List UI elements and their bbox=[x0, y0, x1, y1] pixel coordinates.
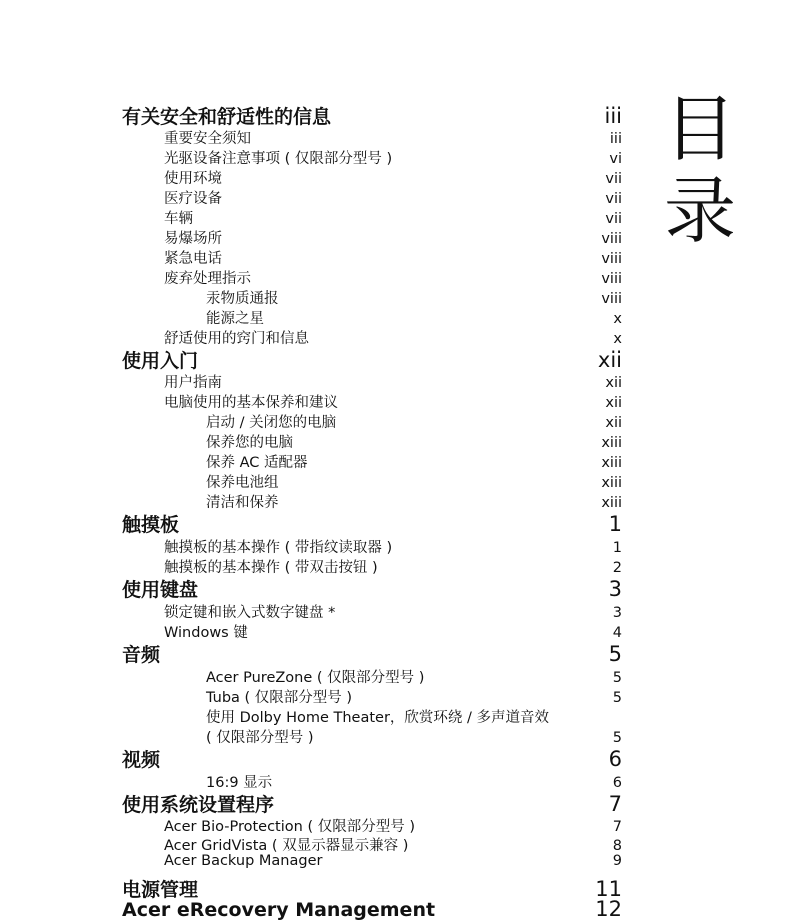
toc-entry[interactable] bbox=[206, 666, 622, 687]
toc-entry-page: vii bbox=[605, 191, 622, 207]
toc-entry-page: 1 bbox=[612, 540, 622, 556]
toc-entry-label: 紧急电话 bbox=[164, 251, 222, 267]
toc-entry-page: xiii bbox=[601, 455, 622, 471]
toc-entry-page: vii bbox=[605, 171, 622, 187]
toc-entry-page: 12 bbox=[595, 897, 622, 921]
toc-entry-label: 用户指南 bbox=[164, 375, 222, 391]
toc-entry-page: xiii bbox=[601, 495, 622, 511]
toc-entry-label: 音频 bbox=[122, 644, 161, 666]
toc-entry[interactable] bbox=[164, 187, 622, 208]
toc-entry-page: viii bbox=[601, 271, 622, 287]
toc-entry[interactable] bbox=[122, 346, 622, 373]
toc-entry[interactable] bbox=[206, 686, 622, 707]
toc-entry[interactable] bbox=[164, 815, 622, 836]
toc-entry-label: 16:9 显示 bbox=[206, 775, 273, 791]
toc-entry-page: 8 bbox=[612, 838, 622, 854]
toc-entry-label: 电脑使用的基本保养和建议 bbox=[164, 395, 338, 411]
toc-entry-label: 重要安全须知 bbox=[164, 131, 251, 147]
toc-entry-label: Acer eRecovery Management bbox=[122, 899, 436, 921]
toc-entry-page: iii bbox=[604, 104, 622, 128]
toc-entry-page: xii bbox=[605, 395, 622, 411]
toc-entry-label: ( 仅限部分型号 ) bbox=[206, 730, 314, 746]
toc-entry[interactable] bbox=[206, 411, 622, 432]
toc-entry-page: vii bbox=[605, 211, 622, 227]
toc-entry-label: 电源管理 bbox=[122, 879, 199, 901]
toc-entry[interactable] bbox=[206, 706, 622, 727]
toc-entry-label: Acer GridVista ( 双显示器显示兼容 ) bbox=[164, 838, 409, 854]
toc-entry-page: xii bbox=[605, 375, 622, 391]
toc-entry-label: 保养电池组 bbox=[206, 475, 279, 491]
toc-title-char-2: 录 bbox=[664, 169, 737, 253]
toc-entry-page: 4 bbox=[612, 625, 622, 641]
toc-entry[interactable] bbox=[122, 640, 622, 667]
toc-entry[interactable] bbox=[164, 601, 622, 622]
toc-entry[interactable] bbox=[122, 745, 622, 772]
toc-entry-label: 保养 AC 适配器 bbox=[206, 455, 308, 471]
toc-entry-label: 使用 Dolby Home Theater，欣赏环绕 / 多声道音效 bbox=[206, 710, 550, 726]
toc-title-char-1: 目 bbox=[664, 87, 737, 171]
toc-entry-label: 汞物质通报 bbox=[206, 291, 279, 307]
toc-entry[interactable] bbox=[164, 147, 622, 168]
toc-entry-page: 5 bbox=[612, 670, 622, 686]
toc-entry[interactable] bbox=[164, 247, 622, 268]
toc-entry-page: viii bbox=[601, 251, 622, 267]
toc-entry[interactable] bbox=[122, 102, 622, 129]
toc-entry-page: 3 bbox=[608, 577, 622, 601]
toc-entry-label: Acer PureZone ( 仅限部分型号 ) bbox=[206, 670, 425, 686]
toc-entry-label: 使用键盘 bbox=[122, 579, 199, 601]
toc-entry[interactable] bbox=[122, 510, 622, 537]
toc-entry-page: 9 bbox=[612, 853, 622, 869]
toc-entry-page: 3 bbox=[612, 605, 622, 621]
toc-entry-page: xiii bbox=[601, 435, 622, 451]
toc-entry[interactable] bbox=[206, 771, 622, 792]
toc-entry[interactable] bbox=[164, 327, 622, 348]
toc-entry[interactable] bbox=[206, 726, 622, 747]
toc-entry[interactable] bbox=[164, 834, 622, 855]
toc-entry[interactable] bbox=[164, 391, 622, 412]
toc-entry-label: 有关安全和舒适性的信息 bbox=[122, 106, 332, 128]
toc-entry-label: 能源之星 bbox=[206, 311, 264, 327]
toc-entry-label: Acer Bio-Protection ( 仅限部分型号 ) bbox=[164, 819, 415, 835]
toc-entry-label: 车辆 bbox=[164, 211, 193, 227]
toc-entry[interactable] bbox=[164, 127, 622, 148]
toc-entry[interactable] bbox=[122, 575, 622, 602]
toc-entry-page: 7 bbox=[612, 819, 622, 835]
toc-entry-page: viii bbox=[601, 231, 622, 247]
toc-entry[interactable] bbox=[122, 790, 622, 817]
toc-entry-page: 11 bbox=[595, 877, 622, 901]
toc-entry-page: 5 bbox=[612, 730, 622, 746]
toc-entry-label: 触摸板的基本操作 ( 带指纹读取器 ) bbox=[164, 540, 393, 556]
toc-entry[interactable] bbox=[164, 227, 622, 248]
toc-entry-page: x bbox=[613, 311, 622, 327]
toc-entry-page: xii bbox=[597, 348, 622, 372]
toc-entry[interactable] bbox=[122, 897, 622, 921]
toc-entry-label: 使用入门 bbox=[122, 350, 199, 372]
toc-entry-page: 6 bbox=[608, 747, 622, 771]
toc-entry-label: 使用环境 bbox=[164, 171, 222, 187]
toc-entry-page: 2 bbox=[612, 560, 622, 576]
toc-title bbox=[664, 88, 738, 252]
toc-entry-label: Windows 键 bbox=[164, 625, 248, 641]
toc-entry[interactable] bbox=[164, 556, 622, 577]
toc-entry-label: 易爆场所 bbox=[164, 231, 222, 247]
toc-entry-label: 保养您的电脑 bbox=[206, 435, 293, 451]
toc-entry[interactable] bbox=[206, 307, 622, 328]
toc-entry-page: 6 bbox=[612, 775, 622, 791]
toc-entry-label: 锁定键和嵌入式数字键盘 * bbox=[164, 605, 336, 621]
toc-entry[interactable] bbox=[164, 267, 622, 288]
toc-entry-label: 启动 / 关闭您的电脑 bbox=[206, 415, 337, 431]
toc-entry-label: 废弃处理指示 bbox=[164, 271, 251, 287]
toc-entry-page: xii bbox=[605, 415, 622, 431]
toc-entry[interactable] bbox=[206, 287, 622, 308]
toc-entry-label: 舒适使用的窍门和信息 bbox=[164, 331, 309, 347]
toc-entry-label: 光驱设备注意事项 ( 仅限部分型号 ) bbox=[164, 151, 393, 167]
toc-entry[interactable] bbox=[164, 371, 622, 392]
toc-entry-page: 5 bbox=[612, 690, 622, 706]
toc-entry-label: 清洁和保养 bbox=[206, 495, 279, 511]
toc-entry[interactable] bbox=[164, 167, 622, 188]
toc-entry-label: 使用系统设置程序 bbox=[122, 794, 275, 816]
toc-entry-page: x bbox=[613, 331, 622, 347]
toc-entry[interactable] bbox=[164, 207, 622, 228]
toc-entry[interactable] bbox=[206, 451, 622, 472]
toc-entry[interactable] bbox=[164, 853, 622, 869]
toc-entry-page: xiii bbox=[601, 475, 622, 491]
toc-entry-page: 7 bbox=[608, 792, 622, 816]
toc-entry-label: Acer Backup Manager bbox=[164, 853, 323, 869]
toc-entry-page: 1 bbox=[608, 512, 622, 536]
toc-entry-label: Tuba ( 仅限部分型号 ) bbox=[206, 690, 353, 706]
toc-entry-label: 视频 bbox=[122, 749, 161, 771]
toc-entry[interactable] bbox=[164, 536, 622, 557]
toc-entry[interactable] bbox=[206, 471, 622, 492]
toc-entry-page: viii bbox=[601, 291, 622, 307]
toc-entry[interactable] bbox=[206, 491, 622, 512]
toc-entry[interactable] bbox=[206, 431, 622, 452]
toc-entry-label: 触摸板 bbox=[122, 514, 180, 536]
toc-entry-label: 触摸板的基本操作 ( 带双击按钮 ) bbox=[164, 560, 378, 576]
toc-entry-label: 医疗设备 bbox=[164, 191, 222, 207]
toc-entry-page: 5 bbox=[608, 642, 622, 666]
toc-entry[interactable] bbox=[164, 621, 622, 642]
toc-entry-page: vi bbox=[609, 151, 622, 167]
toc-entry-page: iii bbox=[609, 131, 622, 147]
